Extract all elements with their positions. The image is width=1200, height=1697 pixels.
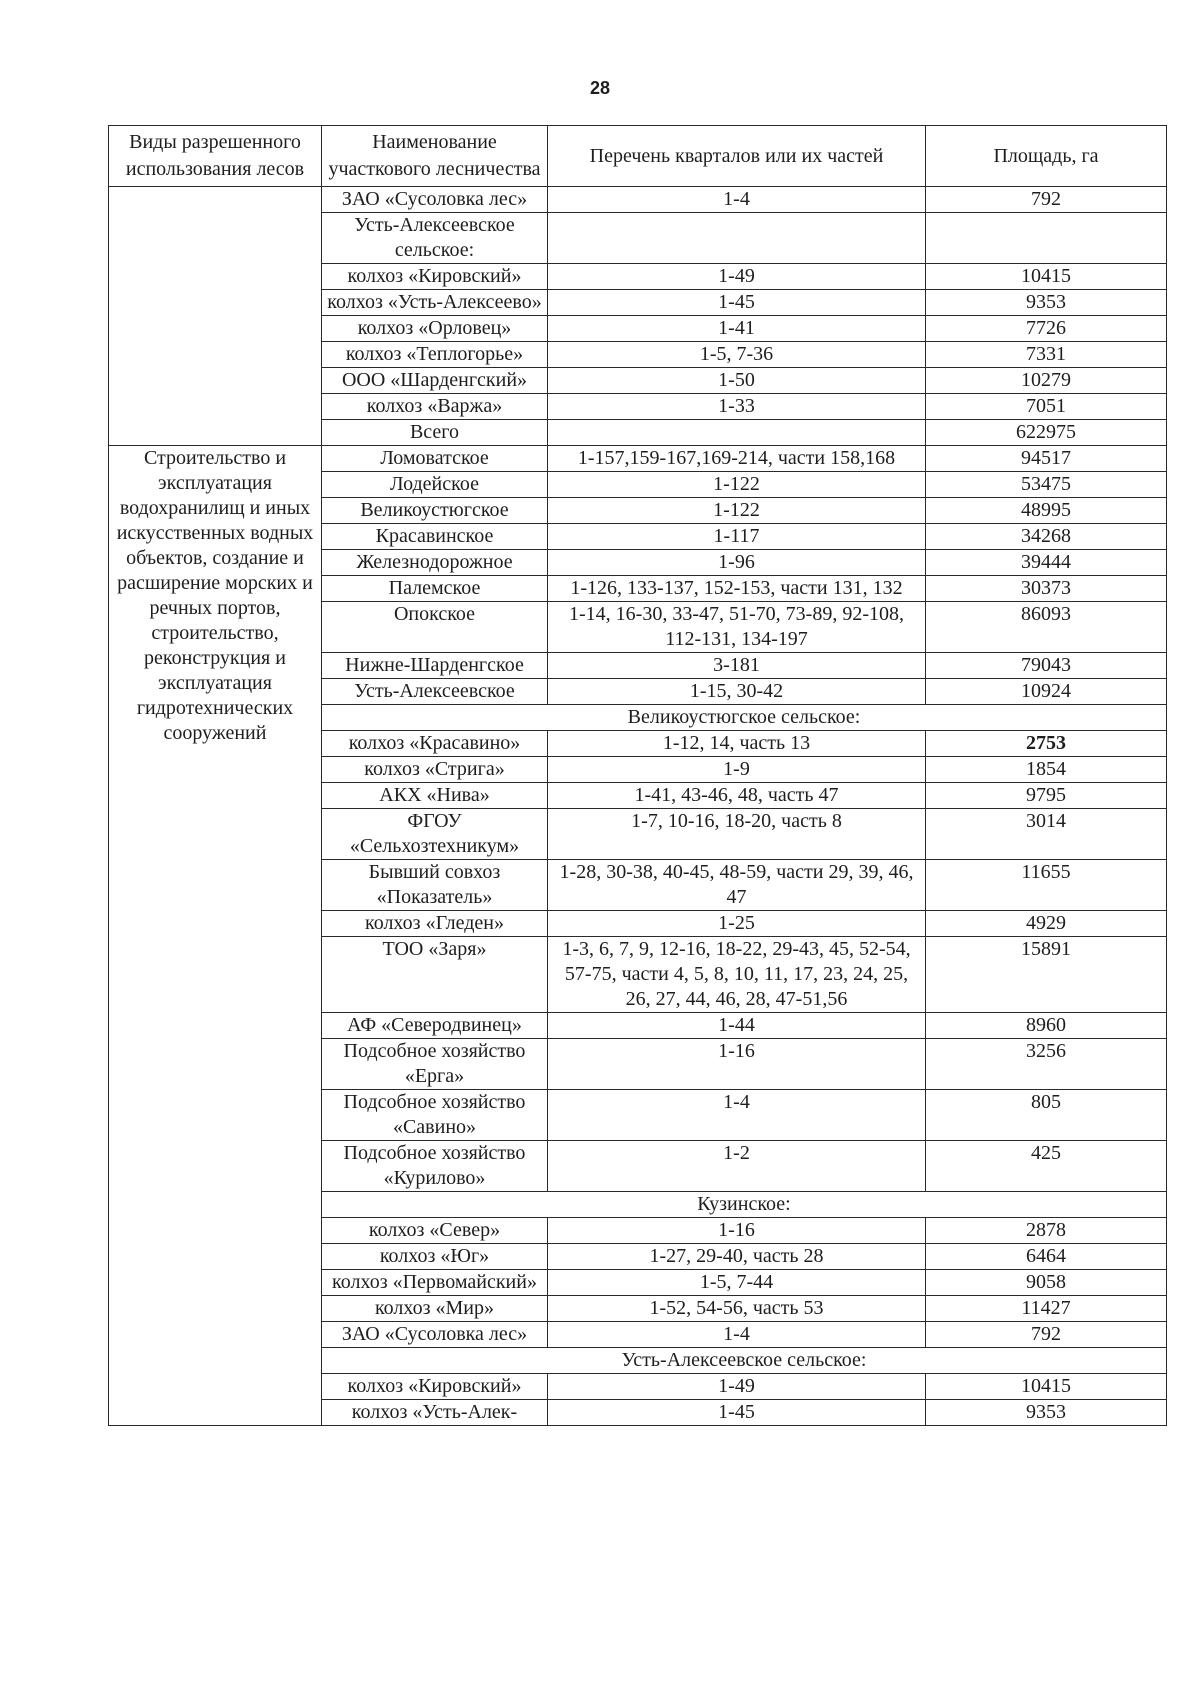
area-cell: 4929 (926, 911, 1167, 937)
unit-cell: колхоз «Теплогорье» (322, 342, 548, 368)
quarters-cell: 1-16 (548, 1039, 926, 1090)
header-use: Виды разрешенного использования лесов (109, 126, 322, 187)
area-cell: 792 (926, 187, 1167, 213)
use-type-cell: Строительство и эксплуатация водохранилищ и иных искусственных водных объектов, создание и расширение морских и речных портов, строительство, реконструкция и эксплуатация гидротехнических сооружений (109, 446, 322, 1426)
unit-cell: АФ «Северодвинец» (322, 1013, 548, 1039)
quarters-cell: 1-33 (548, 394, 926, 420)
quarters-cell: 1-52, 54-56, часть 53 (548, 1296, 926, 1322)
unit-cell: колхоз «Стрига» (322, 757, 548, 783)
quarters-cell: 1-3, 6, 7, 9, 12-16, 18-22, 29-43, 45, 52-54, 57-75, части 4, 5, 8, 10, 11, 17, 23, 24, 25, 26, 27, 44, 46, 28, 47-51,56 (548, 937, 926, 1013)
unit-cell: Усть-Алексеевское (322, 679, 548, 705)
area-cell: 9058 (926, 1270, 1167, 1296)
unit-cell: Усть-Алексеевское сельское: (322, 213, 548, 264)
quarters-cell: 1-157,159-167,169-214, части 158,168 (548, 446, 926, 472)
unit-cell: ТОО «Заря» (322, 937, 548, 1013)
area-cell: 10924 (926, 679, 1167, 705)
unit-cell: колхоз «Усть-Алексеево» (322, 290, 548, 316)
area-cell: 6464 (926, 1244, 1167, 1270)
area-cell: 10415 (926, 264, 1167, 290)
unit-cell: Ломоватское (322, 446, 548, 472)
area-cell: 94517 (926, 446, 1167, 472)
area-cell: 9353 (926, 1400, 1167, 1426)
area-cell: 7331 (926, 342, 1167, 368)
unit-cell: Великоустюгское (322, 498, 548, 524)
quarters-cell: 1-9 (548, 757, 926, 783)
quarters-cell: 1-7, 10-16, 18-20, часть 8 (548, 809, 926, 860)
quarters-cell: 1-41, 43-46, 48, часть 47 (548, 783, 926, 809)
area-cell: 11427 (926, 1296, 1167, 1322)
table-header-row (109, 126, 1167, 187)
quarters-cell: 1-15, 30-42 (548, 679, 926, 705)
quarters-cell (548, 213, 926, 264)
quarters-cell: 1-4 (548, 1322, 926, 1348)
unit-cell: колхоз «Первомайский» (322, 1270, 548, 1296)
unit-cell: Всего (322, 420, 548, 446)
section-heading: Усть-Алексеевское сельское: (322, 1348, 1167, 1374)
unit-cell: колхоз «Варжа» (322, 394, 548, 420)
unit-cell: ЗАО «Сусоловка лес» (322, 1322, 548, 1348)
area-cell: 48995 (926, 498, 1167, 524)
quarters-cell: 1-50 (548, 368, 926, 394)
quarters-cell: 1-5, 7-44 (548, 1270, 926, 1296)
quarters-cell: 1-41 (548, 316, 926, 342)
unit-cell: колхоз «Мир» (322, 1296, 548, 1322)
table-row (109, 187, 1167, 213)
quarters-cell: 1-25 (548, 911, 926, 937)
area-cell: 7051 (926, 394, 1167, 420)
area-cell: 2878 (926, 1218, 1167, 1244)
quarters-cell: 1-45 (548, 1400, 926, 1426)
header-area: Площадь, га (926, 126, 1167, 187)
quarters-cell (548, 420, 926, 446)
section-heading: Кузинское: (322, 1192, 1167, 1218)
unit-cell: колхоз «Кировский» (322, 264, 548, 290)
area-cell: 1854 (926, 757, 1167, 783)
area-cell: 3014 (926, 809, 1167, 860)
forest-use-table (108, 125, 1167, 1426)
quarters-cell: 1-49 (548, 264, 926, 290)
area-value-bold: 2753 (1026, 732, 1066, 754)
area-cell: 8960 (926, 1013, 1167, 1039)
area-cell: 53475 (926, 472, 1167, 498)
page-number: 28 (589, 78, 611, 98)
area-cell: 15891 (926, 937, 1167, 1013)
area-cell: 34268 (926, 524, 1167, 550)
unit-cell: ФГОУ «Сельхозтехникум» (322, 809, 548, 860)
unit-cell: Нижне-Шарденгское (322, 653, 548, 679)
unit-cell: колхоз «Красавино» (322, 731, 548, 757)
area-cell: 805 (926, 1090, 1167, 1141)
area-cell: 39444 (926, 550, 1167, 576)
quarters-cell: 1-45 (548, 290, 926, 316)
quarters-cell: 1-126, 133-137, 152-153, части 131, 132 (548, 576, 926, 602)
area-cell: 79043 (926, 653, 1167, 679)
area-cell: 86093 (926, 602, 1167, 653)
area-cell: 3256 (926, 1039, 1167, 1090)
quarters-cell: 1-16 (548, 1218, 926, 1244)
quarters-cell: 1-122 (548, 472, 926, 498)
area-cell: 792 (926, 1322, 1167, 1348)
area-cell (926, 213, 1167, 264)
area-cell: 30373 (926, 576, 1167, 602)
quarters-cell: 1-5, 7-36 (548, 342, 926, 368)
unit-cell: Подсобное хозяйство «Курилово» (322, 1141, 548, 1192)
quarters-cell: 1-2 (548, 1141, 926, 1192)
quarters-cell: 1-96 (548, 550, 926, 576)
unit-cell: Лодейское (322, 472, 548, 498)
unit-cell: колхоз «Кировский» (322, 1374, 548, 1400)
unit-cell: ООО «Шарденгский» (322, 368, 548, 394)
unit-cell: АКХ «Нива» (322, 783, 548, 809)
unit-cell: Железнодорожное (322, 550, 548, 576)
unit-cell: ЗАО «Сусоловка лес» (322, 187, 548, 213)
quarters-cell: 1-49 (548, 1374, 926, 1400)
unit-cell: колхоз «Орловец» (322, 316, 548, 342)
unit-cell: колхоз «Север» (322, 1218, 548, 1244)
quarters-cell: 1-12, 14, часть 13 (548, 731, 926, 757)
quarters-cell: 1-4 (548, 187, 926, 213)
area-cell (926, 731, 1167, 757)
unit-cell: Палемское (322, 576, 548, 602)
header-quarters: Перечень кварталов или их частей (548, 126, 926, 187)
area-cell: 10415 (926, 1374, 1167, 1400)
area-cell: 11655 (926, 860, 1167, 911)
quarters-cell: 1-27, 29-40, часть 28 (548, 1244, 926, 1270)
area-cell: 9795 (926, 783, 1167, 809)
quarters-cell: 1-14, 16-30, 33-47, 51-70, 73-89, 92-108, 112-131, 134-197 (548, 602, 926, 653)
area-cell: 425 (926, 1141, 1167, 1192)
unit-cell: колхоз «Юг» (322, 1244, 548, 1270)
unit-cell: Подсобное хозяйство «Ерга» (322, 1039, 548, 1090)
unit-cell: Красавинское (322, 524, 548, 550)
use-cell-continued (109, 187, 322, 446)
area-cell: 9353 (926, 290, 1167, 316)
unit-cell: Подсобное хозяйство «Савино» (322, 1090, 548, 1141)
quarters-cell: 1-44 (548, 1013, 926, 1039)
area-cell: 10279 (926, 368, 1167, 394)
unit-cell: колхоз «Гледен» (322, 911, 548, 937)
unit-cell: Бывший совхоз «Показатель» (322, 860, 548, 911)
header-unit: Наименование участкового лесничества (322, 126, 548, 187)
unit-cell: колхоз «Усть-Алек- (322, 1400, 548, 1426)
area-cell: 622975 (926, 420, 1167, 446)
quarters-cell: 1-117 (548, 524, 926, 550)
quarters-cell: 1-4 (548, 1090, 926, 1141)
section-heading: Великоустюгское сельское: (322, 705, 1167, 731)
quarters-cell: 1-122 (548, 498, 926, 524)
unit-cell: Опокское (322, 602, 548, 653)
table-row (109, 446, 1167, 472)
quarters-cell: 3-181 (548, 653, 926, 679)
area-cell: 7726 (926, 316, 1167, 342)
quarters-cell: 1-28, 30-38, 40-45, 48-59, части 29, 39, 46, 47 (548, 860, 926, 911)
